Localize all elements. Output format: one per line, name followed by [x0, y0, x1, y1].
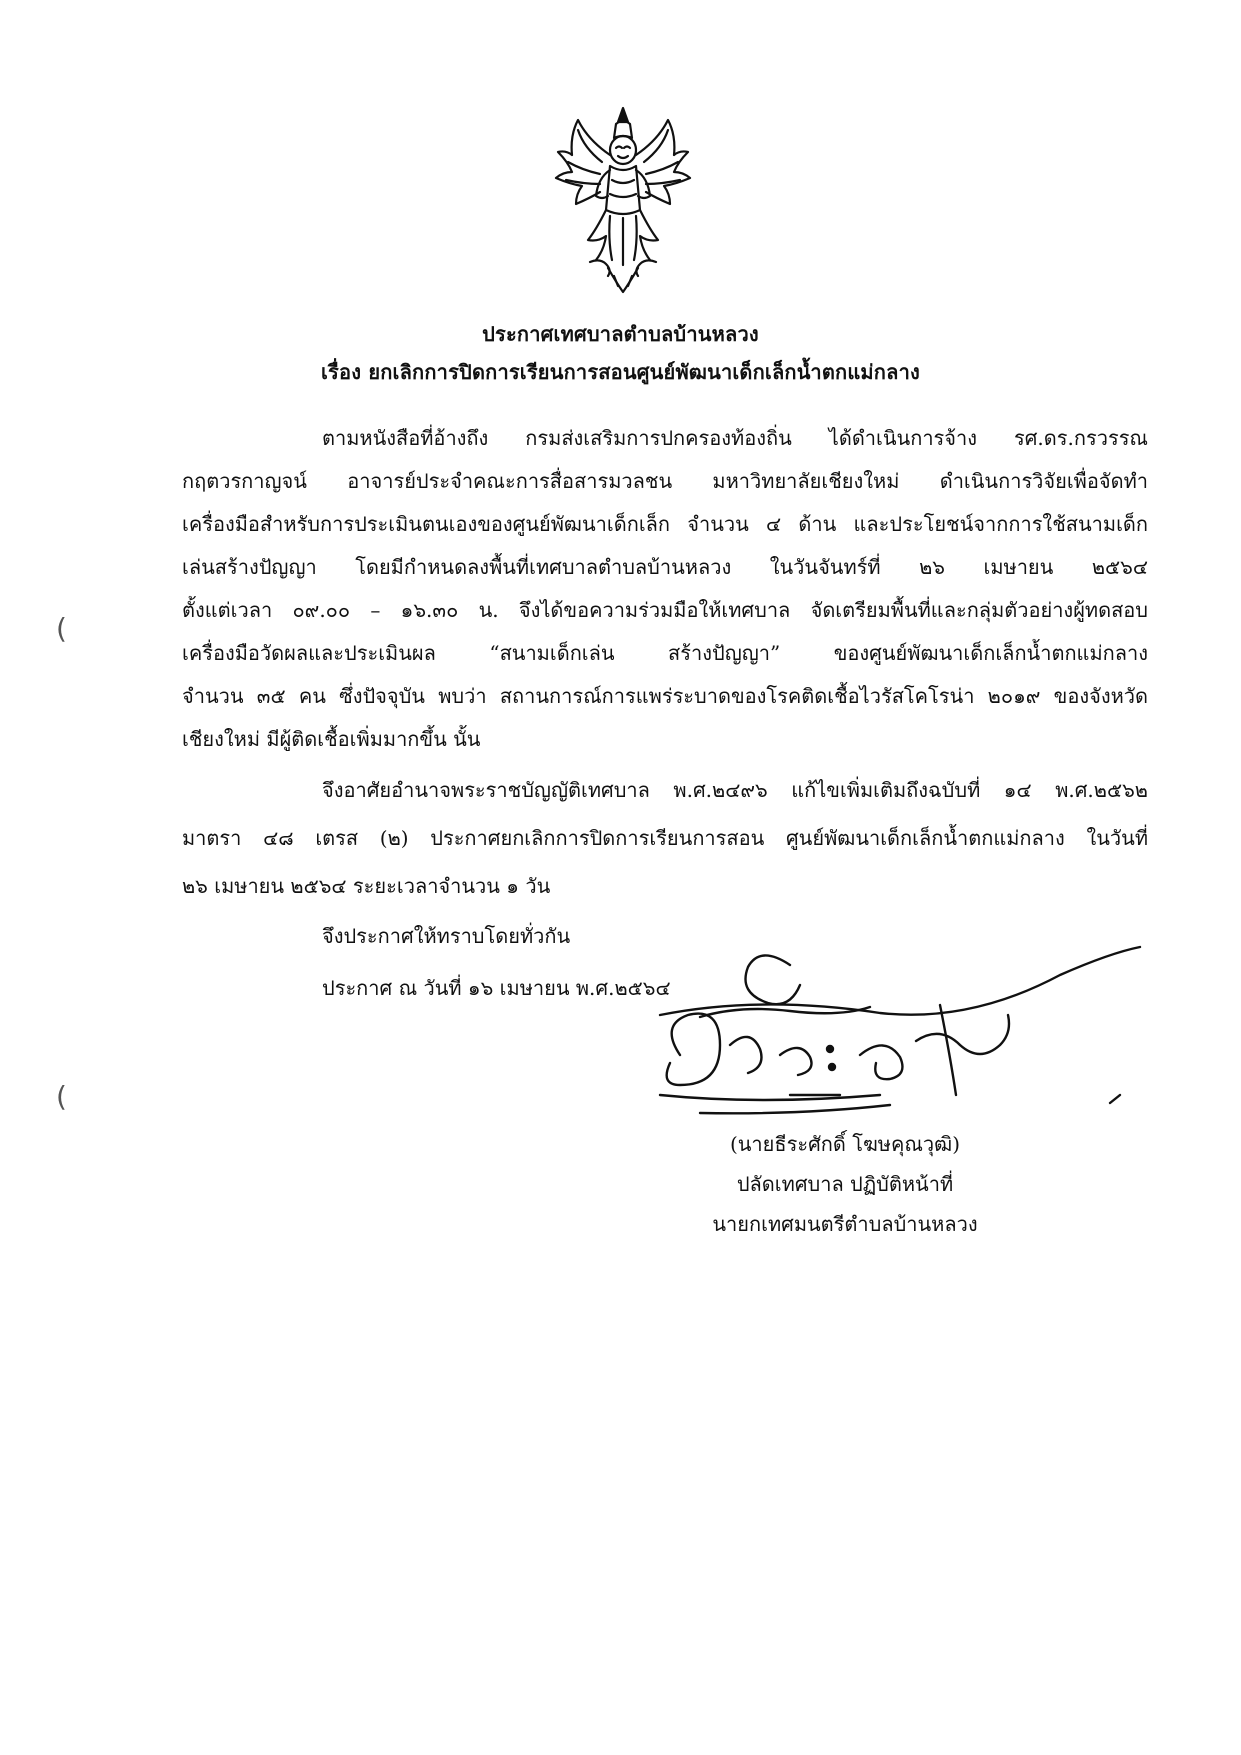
paragraph-1-line: กฤตวรกาญจน์ อาจารย์ประจำคณะการสื่อสารมวลชน มหาวิทยาลัยเชียงใหม่ ดำเนินการวิจัยเพื่อจัดทำ — [182, 469, 1148, 493]
paragraph-1-line: เล่นสร้างปัญญา โดยมีกำหนดลงพื้นที่เทศบาลตำบลบ้านหลวง ในวันจันทร์ที่ ๒๖ เมษายน ๒๕๖๔ — [182, 555, 1148, 579]
paragraph-2-line: ๒๖ เมษายน ๒๕๖๔ ระยะเวลาจำนวน ๑ วัน — [182, 874, 551, 898]
signatory-position: ปลัดเทศบาล ปฏิบัติหน้าที่ — [736, 1172, 954, 1196]
margin-punch-mark: ( — [56, 1080, 67, 1113]
paragraph-2-line: จึงอาศัยอำนาจพระราชบัญญัติเทศบาล พ.ศ.๒๔๙๖ แก้ไขเพิ่มเติมถึงฉบับที่ ๑๔ พ.ศ.๒๕๖๒ — [322, 778, 1148, 802]
paragraph-1-line: ตามหนังสือที่อ้างถึง กรมส่งเสริมการปกครองท้องถิ่น ได้ดำเนินการจ้าง รศ.ดร.กรวรรณ — [322, 426, 1148, 450]
paragraph-1-line: ตั้งแต่เวลา ๐๙.๐๐ – ๑๖.๓๐ น. จึงได้ขอความร่วมมือให้เทศบาล จัดเตรียมพื้นที่และกลุ่มตัวอย่างผู้ทดสอบ — [182, 598, 1148, 622]
paragraph-1-line: เชียงใหม่ มีผู้ติดเชื้อเพิ่มมากขึ้น นั้น — [182, 727, 481, 751]
garuda-emblem-icon — [548, 100, 698, 300]
announcement-subject: เรื่อง ยกเลิกการปิดการเรียนการสอนศูนย์พัฒนาเด็กเล็กน้ำตกแม่กลาง — [321, 360, 920, 384]
dateline: ประกาศ ณ วันที่ ๑๖ เมษายน พ.ศ.๒๕๖๔ — [322, 976, 671, 1000]
margin-punch-mark: ( — [56, 612, 67, 645]
signatory-office: นายกเทศมนตรีตำบลบ้านหลวง — [712, 1212, 978, 1236]
paragraph-1-line: เครื่องมือสำหรับการประเมินตนเองของศูนย์พัฒนาเด็กเล็ก จำนวน ๔ ด้าน และประโยชน์จากการใช้สนามเด็ก — [182, 512, 1148, 536]
paragraph-1-line: จำนวน ๓๕ คน ซึ่งปัจจุบัน พบว่า สถานการณ์การแพร่ระบาดของโรคติดเชื้อไวรัสโคโรน่า ๒๐๑๙ ของจังหวัด — [182, 684, 1148, 708]
announcement-title: ประกาศเทศบาลตำบลบ้านหลวง — [482, 322, 759, 346]
paragraph-1-line: เครื่องมือวัดผลและประเมินผล “สนามเด็กเล่น สร้างปัญญา” ของศูนย์พัฒนาเด็กเล็กน้ำตกแม่กลาง — [182, 641, 1148, 665]
paragraph-2-line: มาตรา ๔๘ เตรส (๒) ประกาศยกเลิกการปิดการเรียนการสอน ศูนย์พัฒนาเด็กเล็กน้ำตกแม่กลาง ในวันที่ — [182, 826, 1148, 850]
signatory-name: (นายธีระศักดิ์ โฆษคุณวุฒิ) — [729, 1132, 961, 1156]
handwritten-signature — [640, 945, 1150, 1120]
closing-statement: จึงประกาศให้ทราบโดยทั่วกัน — [322, 924, 571, 948]
